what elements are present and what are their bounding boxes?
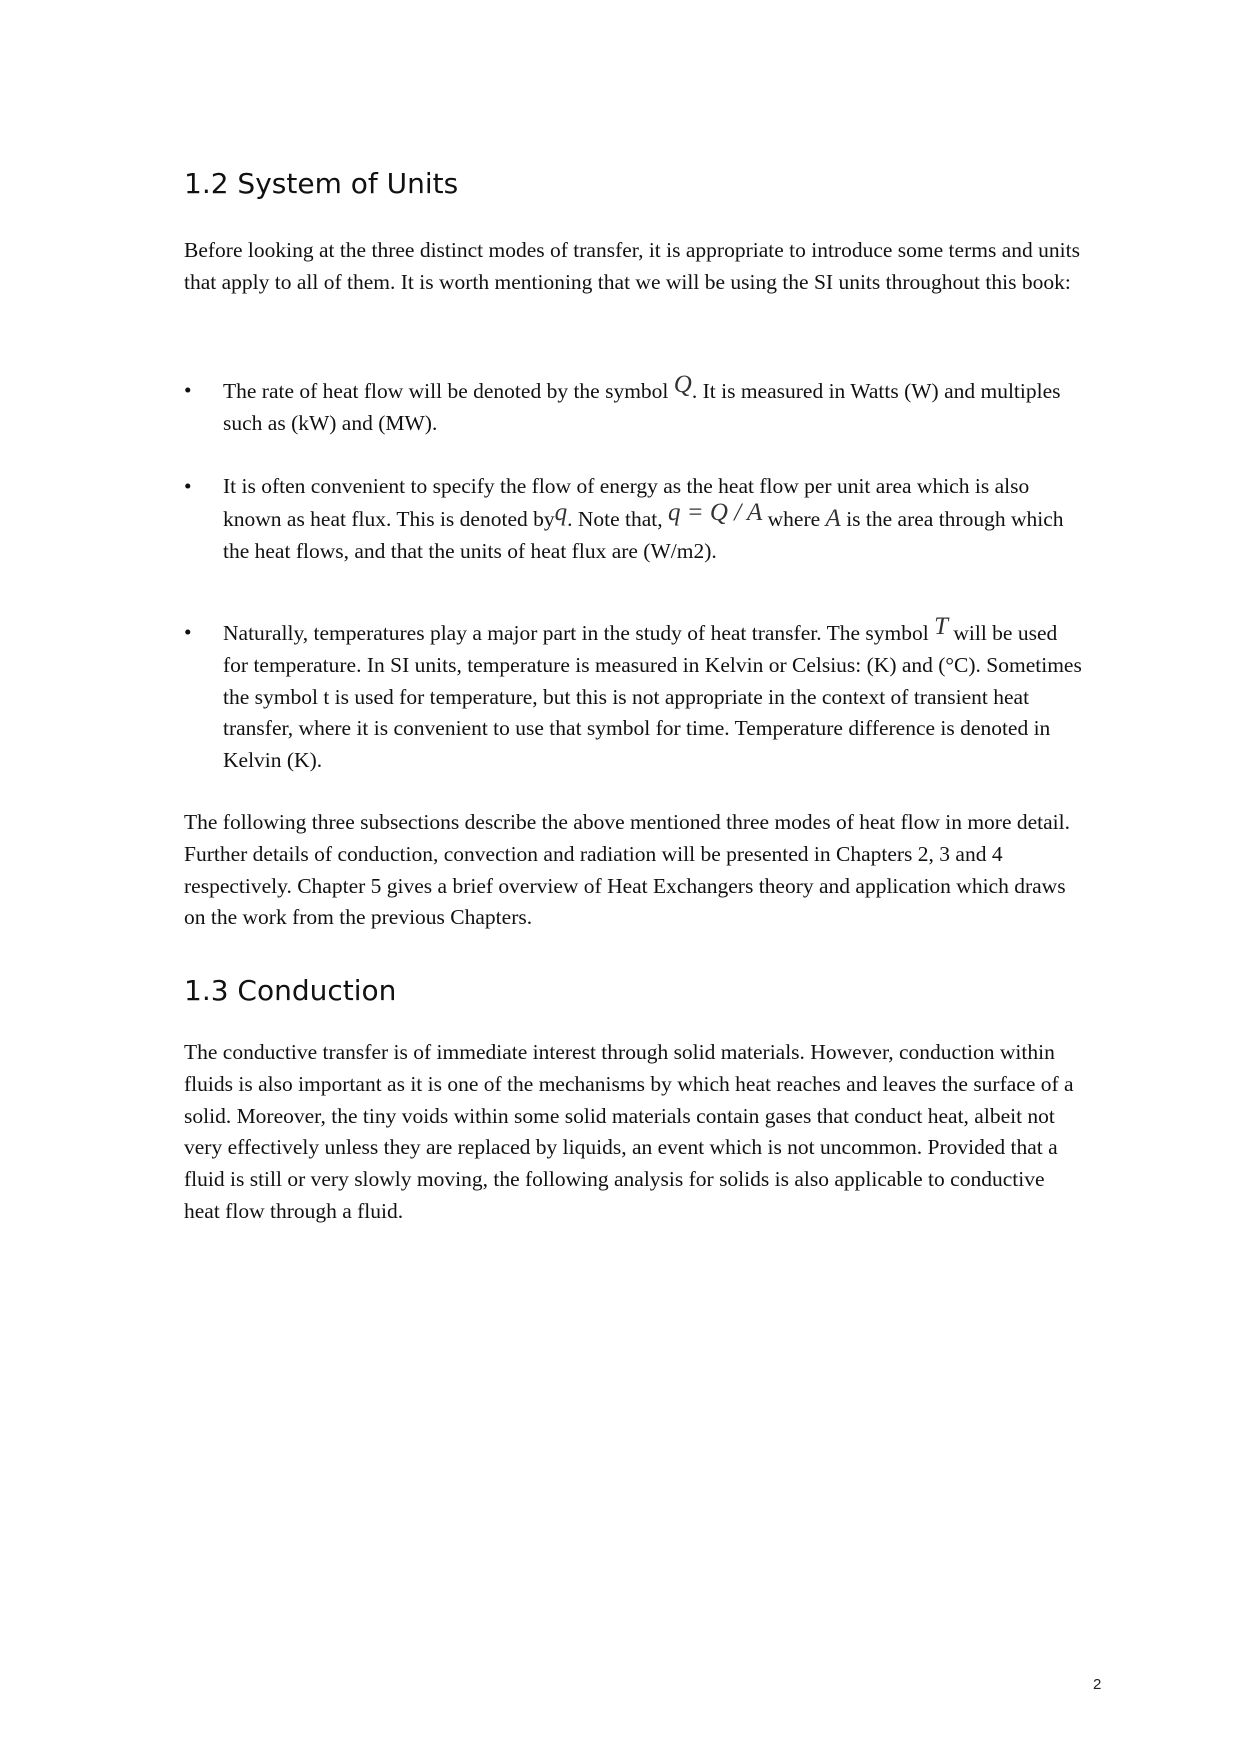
bullet-marker: •	[184, 474, 192, 498]
bullet-marker: •	[184, 620, 192, 644]
bullet-text-part: It is often convenient to specify the flow of energy as the heat flow per unit area which is also known as heat flux. This is denoted by	[223, 474, 1030, 531]
symbol-Q: Q	[673, 371, 692, 398]
section-heading-conduction: 1.3 Conduction	[184, 974, 397, 1007]
bullet-text-part: is the area through which the heat flows, and that the units of heat flux are (W/m2).	[223, 506, 1064, 563]
bullet-text	[223, 613, 1084, 777]
bullet-text-part: where	[767, 506, 821, 531]
bullet-text-part: will be used for temperature. In SI units, temperature is measured in Kelvin or Celsius: (K) and (°C). Sometimes the symbol t is used for temperature, but this is not appropriate in the context of transient heat transfer, where it is convenient to use that symbol for time. Temperature difference is denoted in Kelvin (K).	[223, 621, 1082, 773]
section-heading-system-of-units: 1.2 System of Units	[184, 167, 459, 200]
intro-paragraph: Before looking at the three distinct modes of transfer, it is appropriate to introduce some terms and units that apply to all of them. It is worth mentioning that we will be using the SI units throughout this book:	[184, 238, 1080, 294]
bullet-text-part: Naturally, temperatures play a major part in the study of heat transfer. The symbol	[223, 621, 929, 645]
bullet-text-part: . Note that,	[567, 506, 663, 531]
bullet-marker: •	[184, 378, 192, 402]
subsections-overview-paragraph: The following three subsections describe the above mentioned three modes of heat flow in more detail. Further details of conduction, convection and radiation will be presented in Chapters 2, 3 and 4 respectively. Chapter 5 gives a brief overview of Heat Exchangers theory and application which draws on the work from the previous Chapters.	[184, 810, 1071, 930]
bullet-text-part: The rate of heat flow will be denoted by the symbol	[223, 379, 669, 403]
symbol-A: A	[825, 504, 841, 532]
bullet-text	[223, 471, 1084, 567]
symbol-q: q	[554, 498, 568, 526]
conduction-paragraph: The conductive transfer is of immediate interest through solid materials. However, conduction within fluids is also important as it is one of the mechanisms by which heat reaches and leaves the surface of a solid. Moreover, the tiny voids within some solid materials contain gases that conduct heat, albeit not very effectively unless they are replaced by liquids, an event which is not uncommon. Provided that a fluid is still or very slowly moving, the following analysis for solids is also applicable to conductive heat flow through a fluid.	[184, 1040, 1074, 1223]
page-number: 2	[1093, 1676, 1102, 1693]
equation-heat-flux: q = Q / A	[668, 498, 763, 526]
bullet-text	[223, 371, 1084, 440]
document-page	[184, 0, 1084, 1754]
symbol-T: T	[934, 613, 948, 640]
bullet-text-part: . It is measured in Watts (W) and multiples such as (kW) and (MW).	[223, 379, 1061, 435]
